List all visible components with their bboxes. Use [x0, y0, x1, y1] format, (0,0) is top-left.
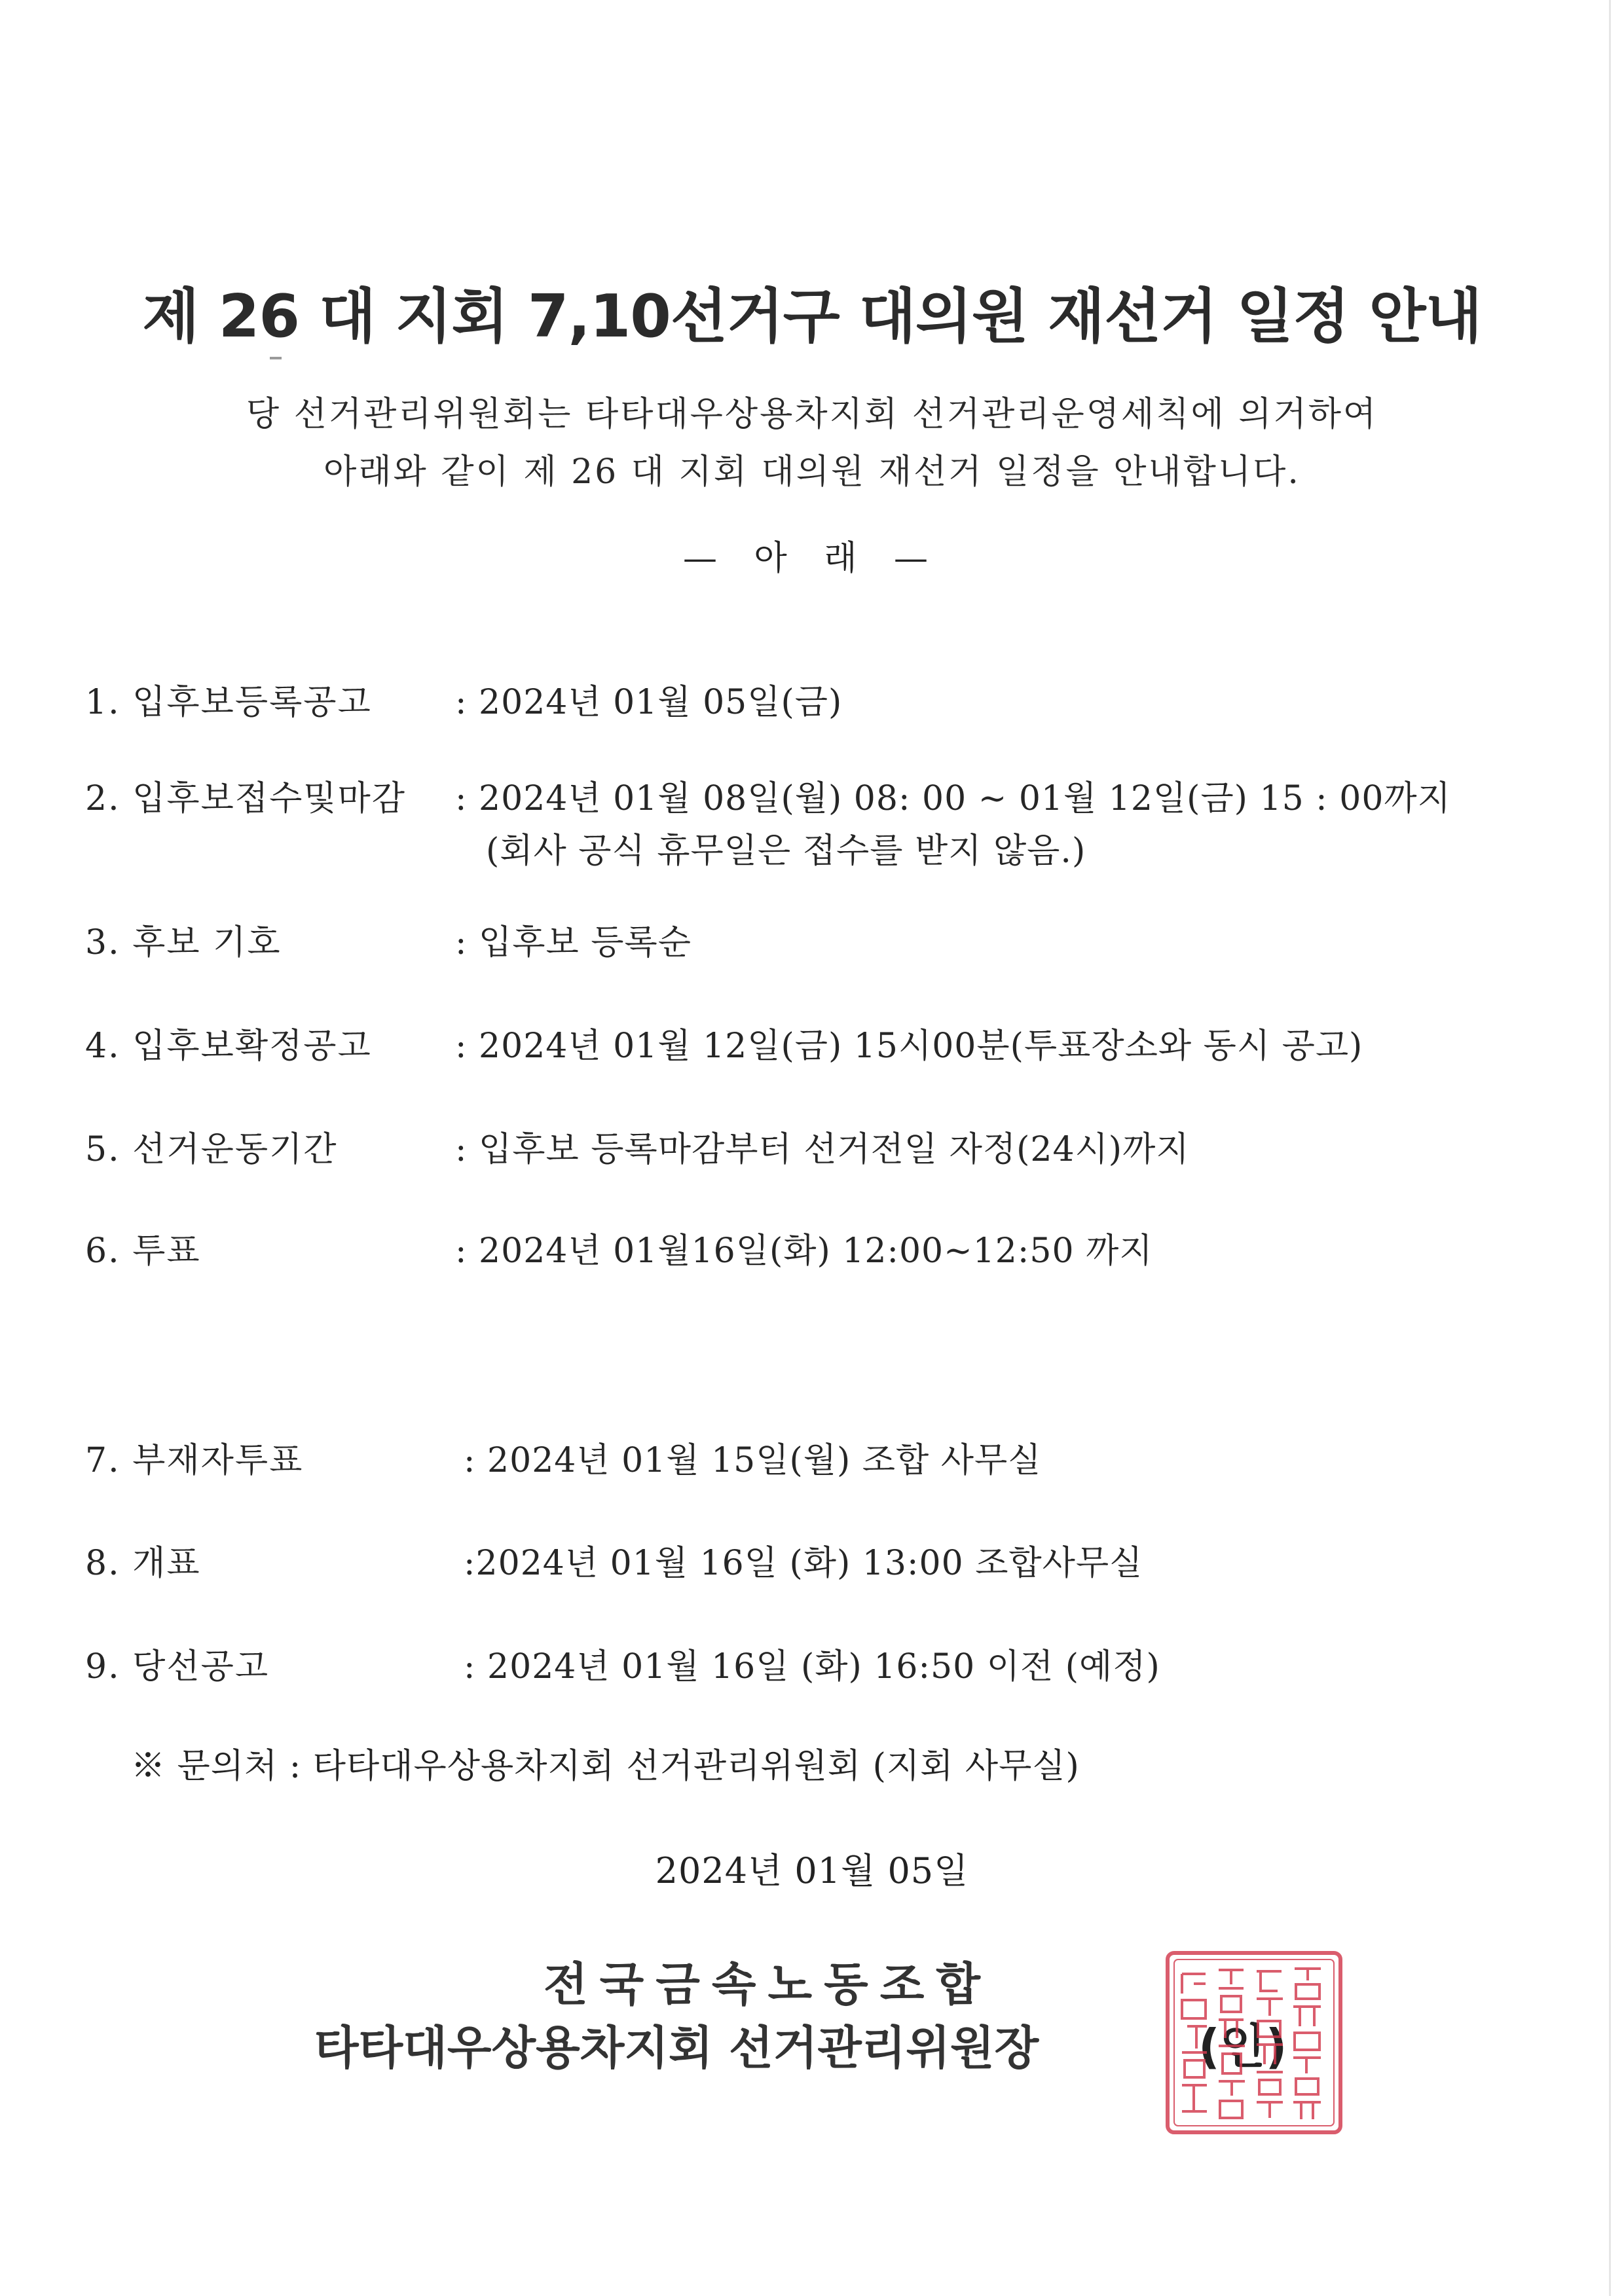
- schedule-item-2: [85, 771, 1559, 875]
- item-label: 7. 부재자투표: [85, 1441, 304, 1480]
- item-value: : 2024년 01월 16일 (화) 16:50 이전 (예정): [464, 1647, 1160, 1686]
- org-name: 전국금속노동조합: [544, 1958, 992, 2011]
- item-label: 5. 선거운동기간: [85, 1130, 338, 1169]
- intro-line-1: 당 선거관리위원회는 타타대우상용차지회 선거관리운영세칙에 의거하여: [246, 395, 1378, 434]
- schedule-item-6: [85, 1223, 1559, 1275]
- scan-artifact: [270, 357, 282, 359]
- official-seal-icon: [1162, 1948, 1346, 2138]
- schedule-item-9: [85, 1639, 1559, 1691]
- page-title: 제 26 대 지회 7,10선거구 대의원 재선거 일정 안내: [142, 282, 1482, 351]
- schedule-item-3: [85, 915, 1559, 967]
- item-label: 9. 당선공고: [85, 1647, 270, 1686]
- item-value: : 2024년 01월 05일(금): [455, 683, 843, 722]
- item-label: 8. 개표: [85, 1544, 201, 1583]
- document-date: 2024년 01월 05일: [655, 1850, 969, 1891]
- item-value: : 2024년 01월 08일(월) 08: 00 ~ 01월 12일(금) 15 : 00까지: [455, 779, 1451, 818]
- item-label: 6. 투표: [85, 1231, 201, 1271]
- item-label: 4. 입후보확정공고: [85, 1027, 372, 1066]
- schedule-item-8: [85, 1535, 1559, 1588]
- item-label: 2. 입후보접수및마감: [85, 779, 406, 818]
- item-value: : 2024년 01월 12일(금) 15시00분(투표장소와 동시 공고): [455, 1027, 1363, 1066]
- inquiry-note: ※ 문의처 : 타타대우상용차지회 선거관리위원회 (지회 사무실): [131, 1747, 1080, 1786]
- item-value: : 2024년 01월 15일(월) 조합 사무실: [464, 1441, 1042, 1480]
- item-label: 1. 입후보등록공고: [85, 683, 372, 722]
- schedule-item-5: [85, 1121, 1559, 1174]
- schedule-item-4: [85, 1018, 1559, 1070]
- intro-line-2: 아래와 같이 제 26 대 지회 대의원 재선거 일정을 안내합니다.: [323, 452, 1301, 492]
- item-value: : 입후보 등록순: [455, 923, 692, 962]
- arae-heading: — 아 래 —: [682, 539, 942, 578]
- item-value: : 2024년 01월16일(화) 12:00~12:50 까지: [455, 1231, 1153, 1271]
- item-value: :2024년 01월 16일 (화) 13:00 조합사무실: [464, 1544, 1143, 1583]
- seal-mark: (인): [1198, 2019, 1287, 2074]
- signatory-title: 타타대우상용차지회 선거관리위원장: [314, 2021, 1039, 2075]
- item-note: (회사 공식 휴무일은 접수를 받지 않음.): [486, 831, 1086, 871]
- schedule-item-1: [85, 674, 1559, 727]
- item-label: 3. 후보 기호: [85, 923, 282, 962]
- item-value: : 입후보 등록마감부터 선거전일 자정(24시)까지: [455, 1130, 1190, 1169]
- schedule-item-7: [85, 1432, 1559, 1485]
